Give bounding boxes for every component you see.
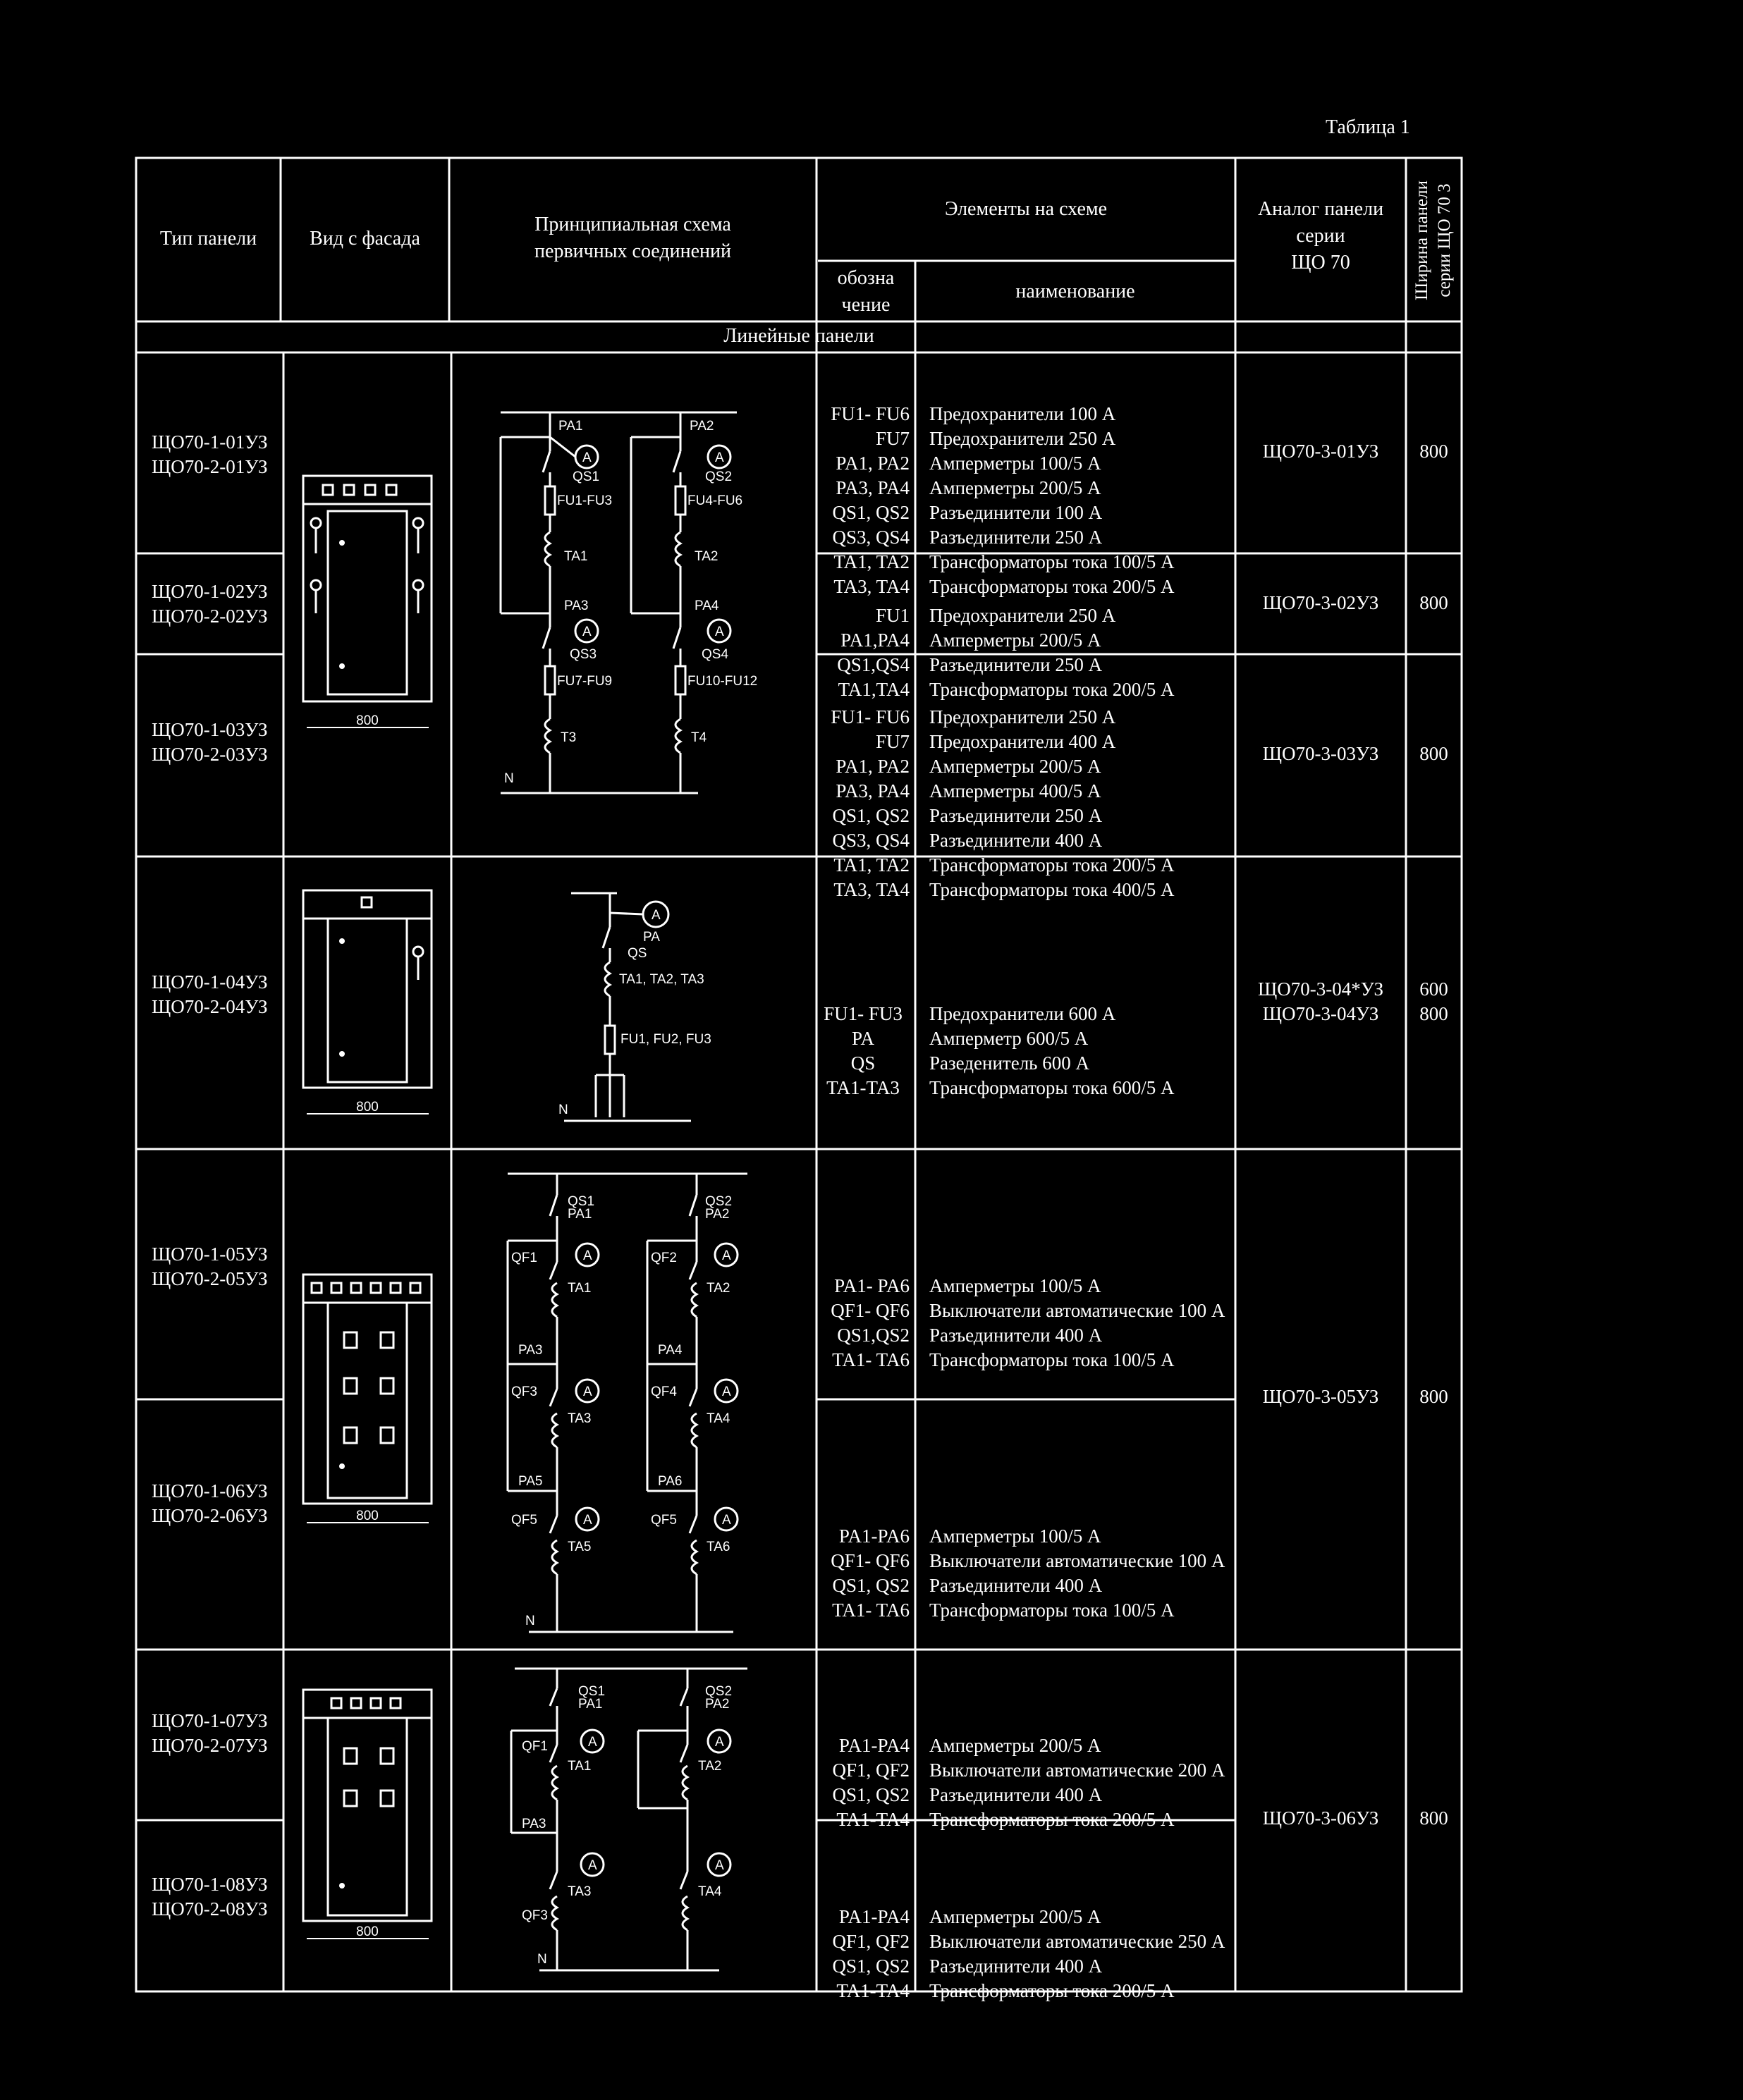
designations-05: PA1- PA6 QF1- QF6 QS1,QS2 TA1- TA6 [831,1275,910,1370]
svg-text:QF4: QF4 [651,1384,677,1399]
scheme-diagram-05-06 [487,1163,790,1642]
svg-text:TA3: TA3 [568,1884,592,1899]
svg-text:TA4: TA4 [707,1411,730,1426]
svg-text:FU4-FU6: FU4-FU6 [687,493,743,508]
designations-06: PA1-PA6 QF1- QF6 QS1, QS2 TA1- TA6 [831,1525,910,1621]
names-03: Предохранители 250 А Предохранители 400 А Амперметры 200/5 А Амперметры 400/5 А Разъединители 250 А Разъединители 400 А Трансформаторы тока 200/5 А Трансформаторы тока 400/5 А [929,706,1175,900]
width-01: 800 [1419,441,1448,462]
svg-text:TA2: TA2 [707,1281,730,1296]
designations-04: FU1- FU3 PA QS TA1-TA3 [824,1003,903,1098]
header-facade: Вид с фасада [310,228,420,250]
facade-view-01-03 [296,472,437,740]
svg-text:A: A [652,908,661,923]
names-02: Предохранители 250 А Амперметры 200/5 А Разъединители 250 А Трансформаторы тока 200/5 А [929,605,1175,700]
svg-text:A: A [583,1248,592,1263]
facade-view-04 [296,885,437,1124]
designations-07: PA1-PA4 QF1, QF2 QS1, QS2 TA1-TA4 [832,1735,910,1830]
svg-text:QF3: QF3 [522,1908,548,1923]
svg-text:FU10-FU12: FU10-FU12 [687,674,758,689]
header-type: Тип панели [159,228,257,250]
width-04: 600 800 [1419,978,1448,1024]
svg-text:A: A [722,1513,731,1528]
svg-text:TA6: TA6 [707,1540,730,1554]
facade-width-label: 800 [356,1100,379,1115]
designations-03: FU1- FU6 FU7 PA1, PA2 PA3, PA4 QS1, QS2 QS3, QS4 TA1, TA2 TA3, TA4 [831,706,910,900]
header-width-line2: серии ЩО 70 3 [1435,183,1454,297]
names-05: Амперметры 100/5 А Выключатели автоматические 100 А Разъединители 400 А Трансформаторы тока 100/5 А [929,1275,1225,1370]
svg-text:QF1: QF1 [522,1739,548,1754]
svg-text:QF5: QF5 [651,1513,677,1528]
scheme-diagram-04 [550,885,726,1128]
header-name: наименование [1015,281,1135,302]
panel-types-03: ЩО70-1-03УЗ ЩО70-2-03УЗ [152,719,268,765]
analog-02: ЩО70-3-02УЗ [1262,592,1379,613]
svg-text:A: A [715,1858,724,1873]
svg-text:FU7-FU9: FU7-FU9 [557,674,613,689]
panel-types-06: ЩО70-1-06УЗ ЩО70-2-06УЗ [152,1480,268,1526]
svg-text:PA2: PA2 [705,1697,730,1712]
names-06: Амперметры 100/5 А Выключатели автоматические 100 А Разъединители 400 А Трансформаторы тока 100/5 А [929,1525,1225,1621]
svg-text:PA4: PA4 [695,598,719,613]
header-designation-line1: обозна [837,267,895,289]
panel-types-08: ЩО70-1-08УЗ ЩО70-2-08УЗ [152,1874,268,1920]
names-01: Предохранители 100 А Предохранители 250 А Амперметры 100/5 А Амперметры 200/5 А Разъединители 100 А Разъединители 250 А Трансформаторы тока 100/5 А Трансформаторы тока 200/5 А [929,403,1175,597]
header-designation-line2: чение [841,294,891,316]
section-title: Линейные панели [723,325,874,347]
svg-text:TA2: TA2 [698,1759,722,1774]
header-scheme-line1: Принципиальная схема [534,214,731,235]
svg-text:QF1: QF1 [511,1251,537,1265]
svg-text:PA2: PA2 [705,1207,730,1222]
panel-types-04: ЩО70-1-04УЗ ЩО70-2-04УЗ [152,971,268,1017]
scheme-diagram-01-03 [487,395,790,804]
panel-types-01: ЩО70-1-01УЗ ЩО70-2-01УЗ [152,431,268,477]
svg-text:PA3: PA3 [518,1343,543,1358]
svg-text:A: A [582,450,592,465]
svg-text:TA5: TA5 [568,1540,592,1554]
svg-text:A: A [715,1735,724,1750]
svg-text:PA1: PA1 [578,1697,603,1712]
svg-text:A: A [588,1735,597,1750]
svg-text:A: A [715,450,724,465]
svg-text:PA3: PA3 [564,598,589,613]
svg-text:PA1: PA1 [568,1207,592,1222]
analog-04: ЩО70-3-04*УЗ ЩО70-3-04УЗ [1257,978,1383,1024]
panel-types-05: ЩО70-1-05УЗ ЩО70-2-05УЗ [152,1244,268,1289]
width-07-08: 800 [1419,1807,1448,1829]
width-02: 800 [1419,592,1448,613]
svg-text:A: A [582,625,592,639]
facade-width-label: 800 [356,713,379,728]
svg-text:QS2: QS2 [705,1684,733,1699]
svg-text:TA2: TA2 [695,549,718,564]
svg-text:PA6: PA6 [658,1474,683,1489]
designations-02: FU1 PA1,PA4 QS1,QS4 TA1,TA4 [837,605,910,700]
svg-text:A: A [583,1513,592,1528]
width-03: 800 [1419,743,1448,764]
svg-text:T3: T3 [561,730,577,745]
names-07: Амперметры 200/5 А Выключатели автоматические 200 А Разъединители 400 А Трансформаторы тока 200/5 А [929,1735,1225,1830]
svg-text:QS1: QS1 [573,469,600,484]
svg-text:QS4: QS4 [702,647,729,662]
header-width-line1: Ширина панели [1412,180,1431,301]
svg-text:QS3: QS3 [570,647,597,662]
svg-text:N: N [558,1103,568,1117]
svg-text:FU1, FU2, FU3: FU1, FU2, FU3 [620,1032,711,1047]
svg-text:PA1: PA1 [558,419,583,434]
svg-text:N: N [504,771,514,786]
svg-text:A: A [583,1384,592,1399]
svg-text:N: N [525,1614,535,1628]
svg-text:A: A [722,1248,731,1263]
svg-text:PA5: PA5 [518,1474,543,1489]
svg-text:PA2: PA2 [690,419,714,434]
width-05-06: 800 [1419,1386,1448,1407]
svg-text:TA1: TA1 [568,1281,592,1296]
analog-05-06: ЩО70-3-05УЗ [1262,1386,1379,1407]
svg-text:TA4: TA4 [698,1884,722,1899]
svg-text:QS1: QS1 [578,1684,606,1699]
svg-text:N: N [537,1952,547,1967]
panel-types-07: ЩО70-1-07УЗ ЩО70-2-07УЗ [152,1710,268,1756]
svg-text:PA3: PA3 [522,1817,546,1831]
header-analog-line1: Аналог панели [1257,198,1384,220]
svg-text:PA: PA [643,930,660,945]
analog-07-08: ЩО70-3-06УЗ [1262,1807,1379,1829]
header-elements: Элементы на схеме [944,198,1108,220]
svg-text:QF5: QF5 [511,1513,537,1528]
svg-text:A: A [588,1858,597,1873]
header-analog-line3: ЩО 70 [1291,252,1350,274]
panel-types-02: ЩО70-1-02УЗ ЩО70-2-02УЗ [152,581,268,627]
table-caption: Таблица 1 [1326,116,1410,138]
svg-text:QS: QS [628,946,647,961]
analog-03: ЩО70-3-03УЗ [1262,743,1379,764]
svg-text:TA1: TA1 [564,549,588,564]
svg-text:TA3: TA3 [568,1411,592,1426]
scheme-diagram-07-08 [487,1660,790,1977]
svg-text:QF2: QF2 [651,1251,677,1265]
facade-width-label: 800 [356,1924,379,1939]
designations-01: FU1- FU6 FU7 PA1, PA2 PA3, PA4 QS1, QS2 QS3, QS4 TA1, TA2 TA3, TA4 [831,403,910,597]
facade-view-05-06 [296,1269,437,1537]
svg-text:QF3: QF3 [511,1384,537,1399]
header-analog-line2: серии [1296,225,1345,247]
facade-width-label: 800 [356,1509,379,1523]
svg-text:QS2: QS2 [705,469,733,484]
svg-text:QS1: QS1 [568,1194,595,1209]
svg-text:T4: T4 [691,730,707,745]
svg-text:TA1, TA2, TA3: TA1, TA2, TA3 [619,972,704,987]
header-scheme-line2: первичных соединений [534,240,731,262]
names-08: Амперметры 200/5 А Выключатели автоматические 250 А Разъединители 400 А Трансформаторы тока 200/5 А [929,1906,1225,2001]
svg-text:A: A [722,1384,731,1399]
svg-text:FU1-FU3: FU1-FU3 [557,493,613,508]
svg-text:QS2: QS2 [705,1194,733,1209]
svg-text:TA1: TA1 [568,1759,592,1774]
svg-text:PA4: PA4 [658,1343,683,1358]
names-04: Предохранители 600 А Амперметр 600/5 А Разеденитель 600 А Трансформаторы тока 600/5 А [929,1003,1175,1098]
svg-text:A: A [715,625,724,639]
facade-view-07-08 [296,1681,437,1949]
designations-08: PA1-PA4 QF1, QF2 QS1, QS2 TA1-TA4 [832,1906,910,2001]
analog-01: ЩО70-3-01УЗ [1262,441,1379,462]
